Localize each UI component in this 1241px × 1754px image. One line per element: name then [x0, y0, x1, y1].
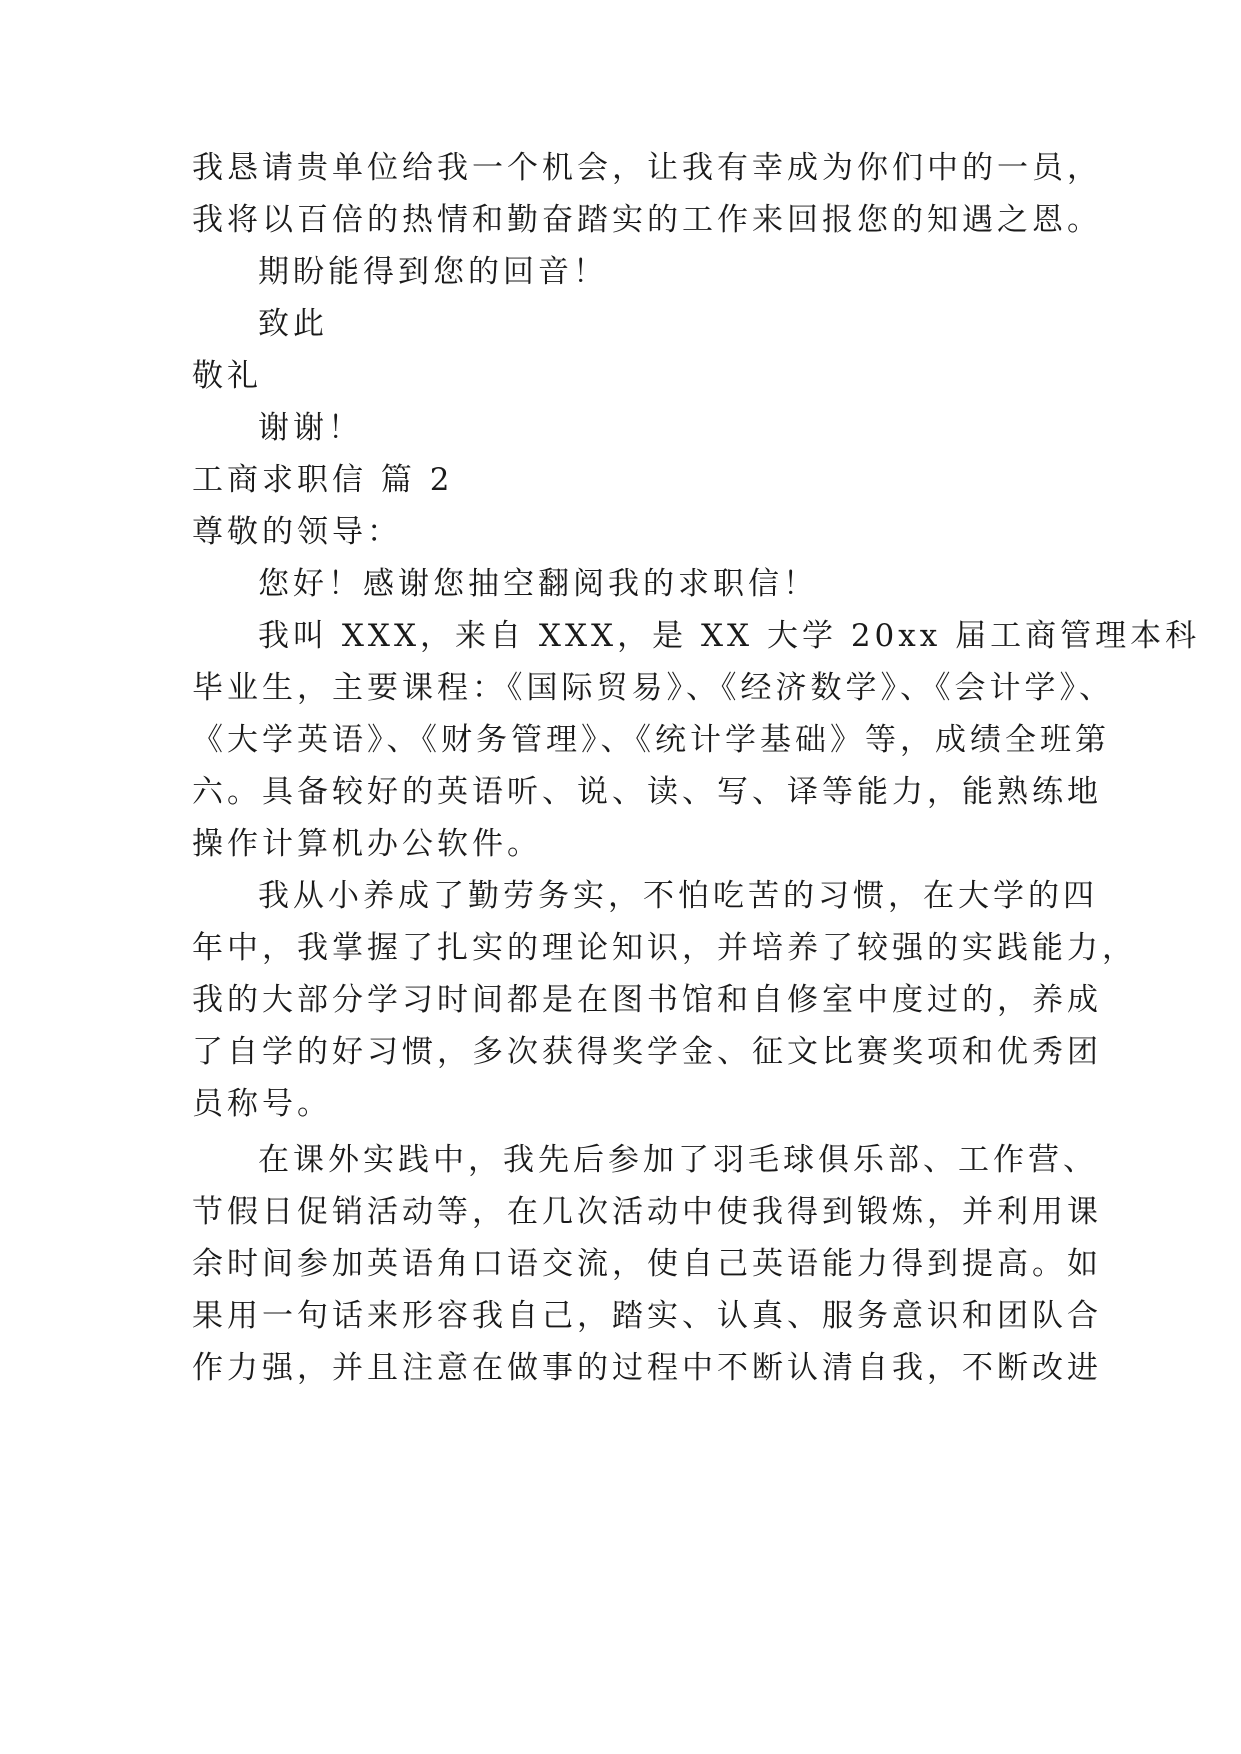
paragraph-line: 毕业生，主要课程：《国际贸易》、《经济数学》、《会计学》、: [192, 670, 1114, 706]
paragraph-line: 员称号。: [192, 1086, 332, 1122]
paragraph-line: 我从小养成了勤劳务实，不怕吃苦的习惯，在大学的四: [258, 878, 1098, 914]
salutation-closing: 敬礼: [192, 358, 262, 394]
paragraph-line: 您好！感谢您抽空翻阅我的求职信！: [258, 566, 818, 602]
paragraph-line: 操作计算机办公软件。: [192, 826, 542, 862]
paragraph-line: 《大学英语》、《财务管理》、《统计学基础》等，成绩全班第: [192, 722, 1110, 758]
paragraph-line: 年中，我掌握了扎实的理论知识，并培养了较强的实践能力，: [192, 930, 1137, 966]
paragraph-line: 我恳请贵单位给我一个机会，让我有幸成为你们中的一员，: [192, 150, 1102, 186]
paragraph-line: 六。具备较好的英语听、说、读、写、译等能力，能熟练地: [192, 774, 1102, 810]
thanks-line: 谢谢！: [258, 410, 363, 446]
greeting: 尊敬的领导：: [192, 514, 402, 550]
closing-phrase: 致此: [258, 306, 328, 342]
paragraph-line: 我叫 XXX，来自 XXX，是 XX 大学 20xx 届工商管理本科: [258, 618, 1201, 654]
paragraph-line: 节假日促销活动等，在几次活动中使我得到锻炼，并利用课: [192, 1194, 1102, 1230]
paragraph-line: 我将以百倍的热情和勤奋踏实的工作来回报您的知遇之恩。: [192, 202, 1102, 238]
paragraph-line: 作力强，并且注意在做事的过程中不断认清自我，不断改进: [192, 1350, 1102, 1386]
paragraph-line: 果用一句话来形容我自己，踏实、认真、服务意识和团队合: [192, 1298, 1102, 1334]
section-title: 工商求职信 篇 2: [192, 462, 454, 498]
paragraph-line: 我的大部分学习时间都是在图书馆和自修室中度过的，养成: [192, 982, 1102, 1018]
paragraph-line: 在课外实践中，我先后参加了羽毛球俱乐部、工作营、: [258, 1142, 1098, 1178]
paragraph-line: 了自学的好习惯，多次获得奖学金、征文比赛奖项和优秀团: [192, 1034, 1102, 1070]
paragraph-line: 余时间参加英语角口语交流，使自己英语能力得到提高。如: [192, 1246, 1102, 1282]
paragraph-line: 期盼能得到您的回音！: [258, 254, 608, 290]
